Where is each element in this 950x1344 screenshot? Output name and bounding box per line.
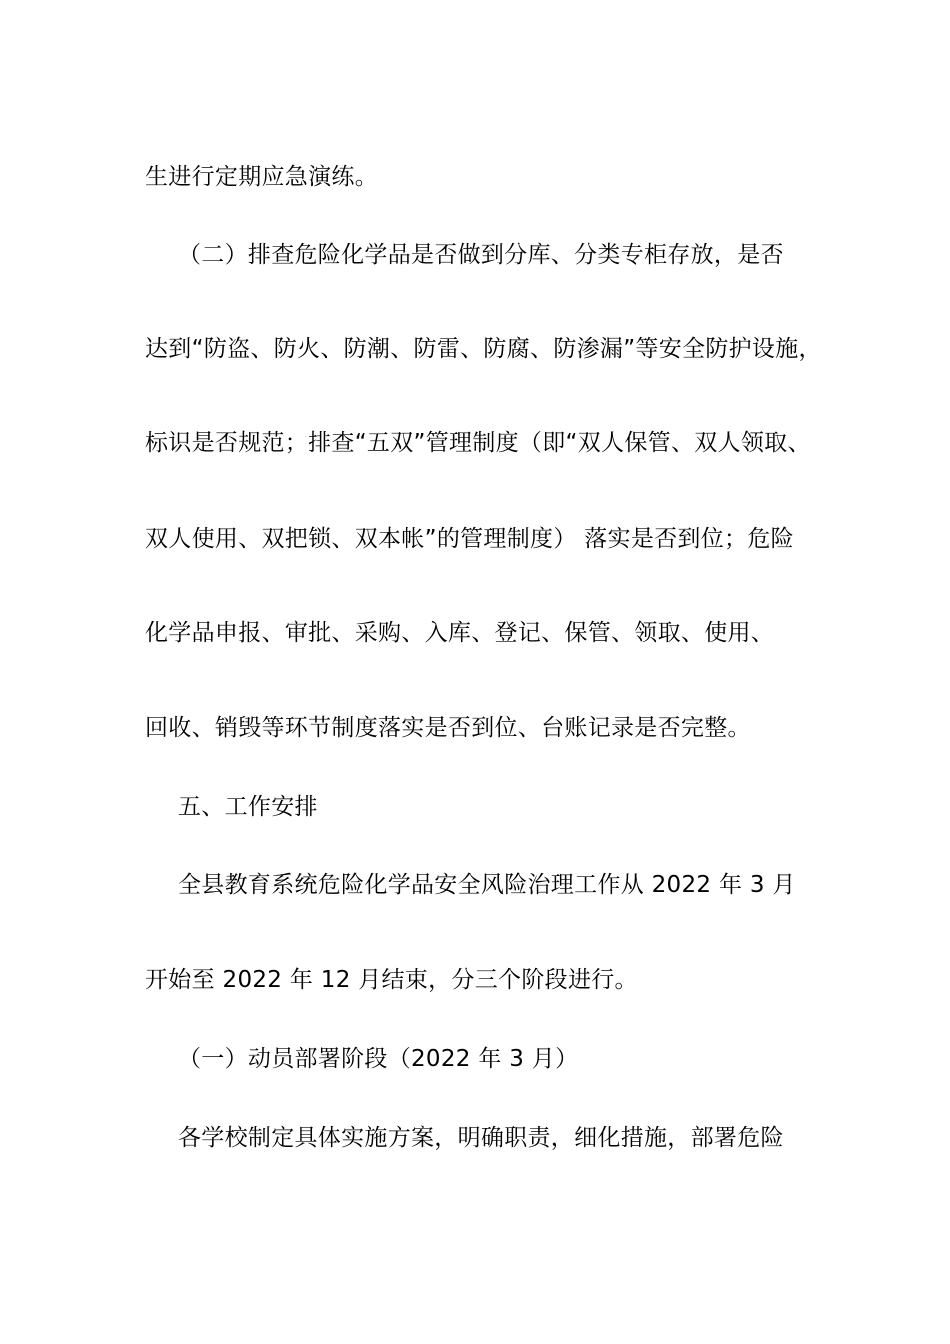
paragraph-line: 生进行定期应急演练。 [145,164,378,190]
paragraph-line: 全县教育系统危险化学品安全风险治理工作从 2022 年 3 月 [178,872,796,898]
paragraph-line: 达到“防盗、防火、防潮、防雷、防腐、防渗漏”等安全防护设施， [145,336,822,362]
paragraph-line: 各学校制定具体实施方案，明确职责，细化措施，部署危险 [178,1125,784,1151]
paragraph-line: （二）排查危险化学品是否做到分库、分类专柜存放，是否 [178,242,784,268]
paragraph-line: 回收、销毁等环节制度落实是否到位、台账记录是否完整。 [145,715,751,741]
section-heading: 五、工作安排 [178,794,318,820]
paragraph-line: 标识是否规范；排查“五双”管理制度（即“双人保管、双人领取、 [145,430,811,456]
subsection-heading: （一）动员部署阶段（2022 年 3 月） [178,1046,579,1072]
paragraph-line: 化学品申报、审批、采购、入库、登记、保管、领取、使用、 [145,620,775,646]
paragraph-line: 双人使用、双把锁、双本帐”的管理制度） 落实是否到位；危险 [145,526,794,552]
paragraph-line: 开始至 2022 年 12 月结束，分三个阶段进行。 [145,967,638,993]
